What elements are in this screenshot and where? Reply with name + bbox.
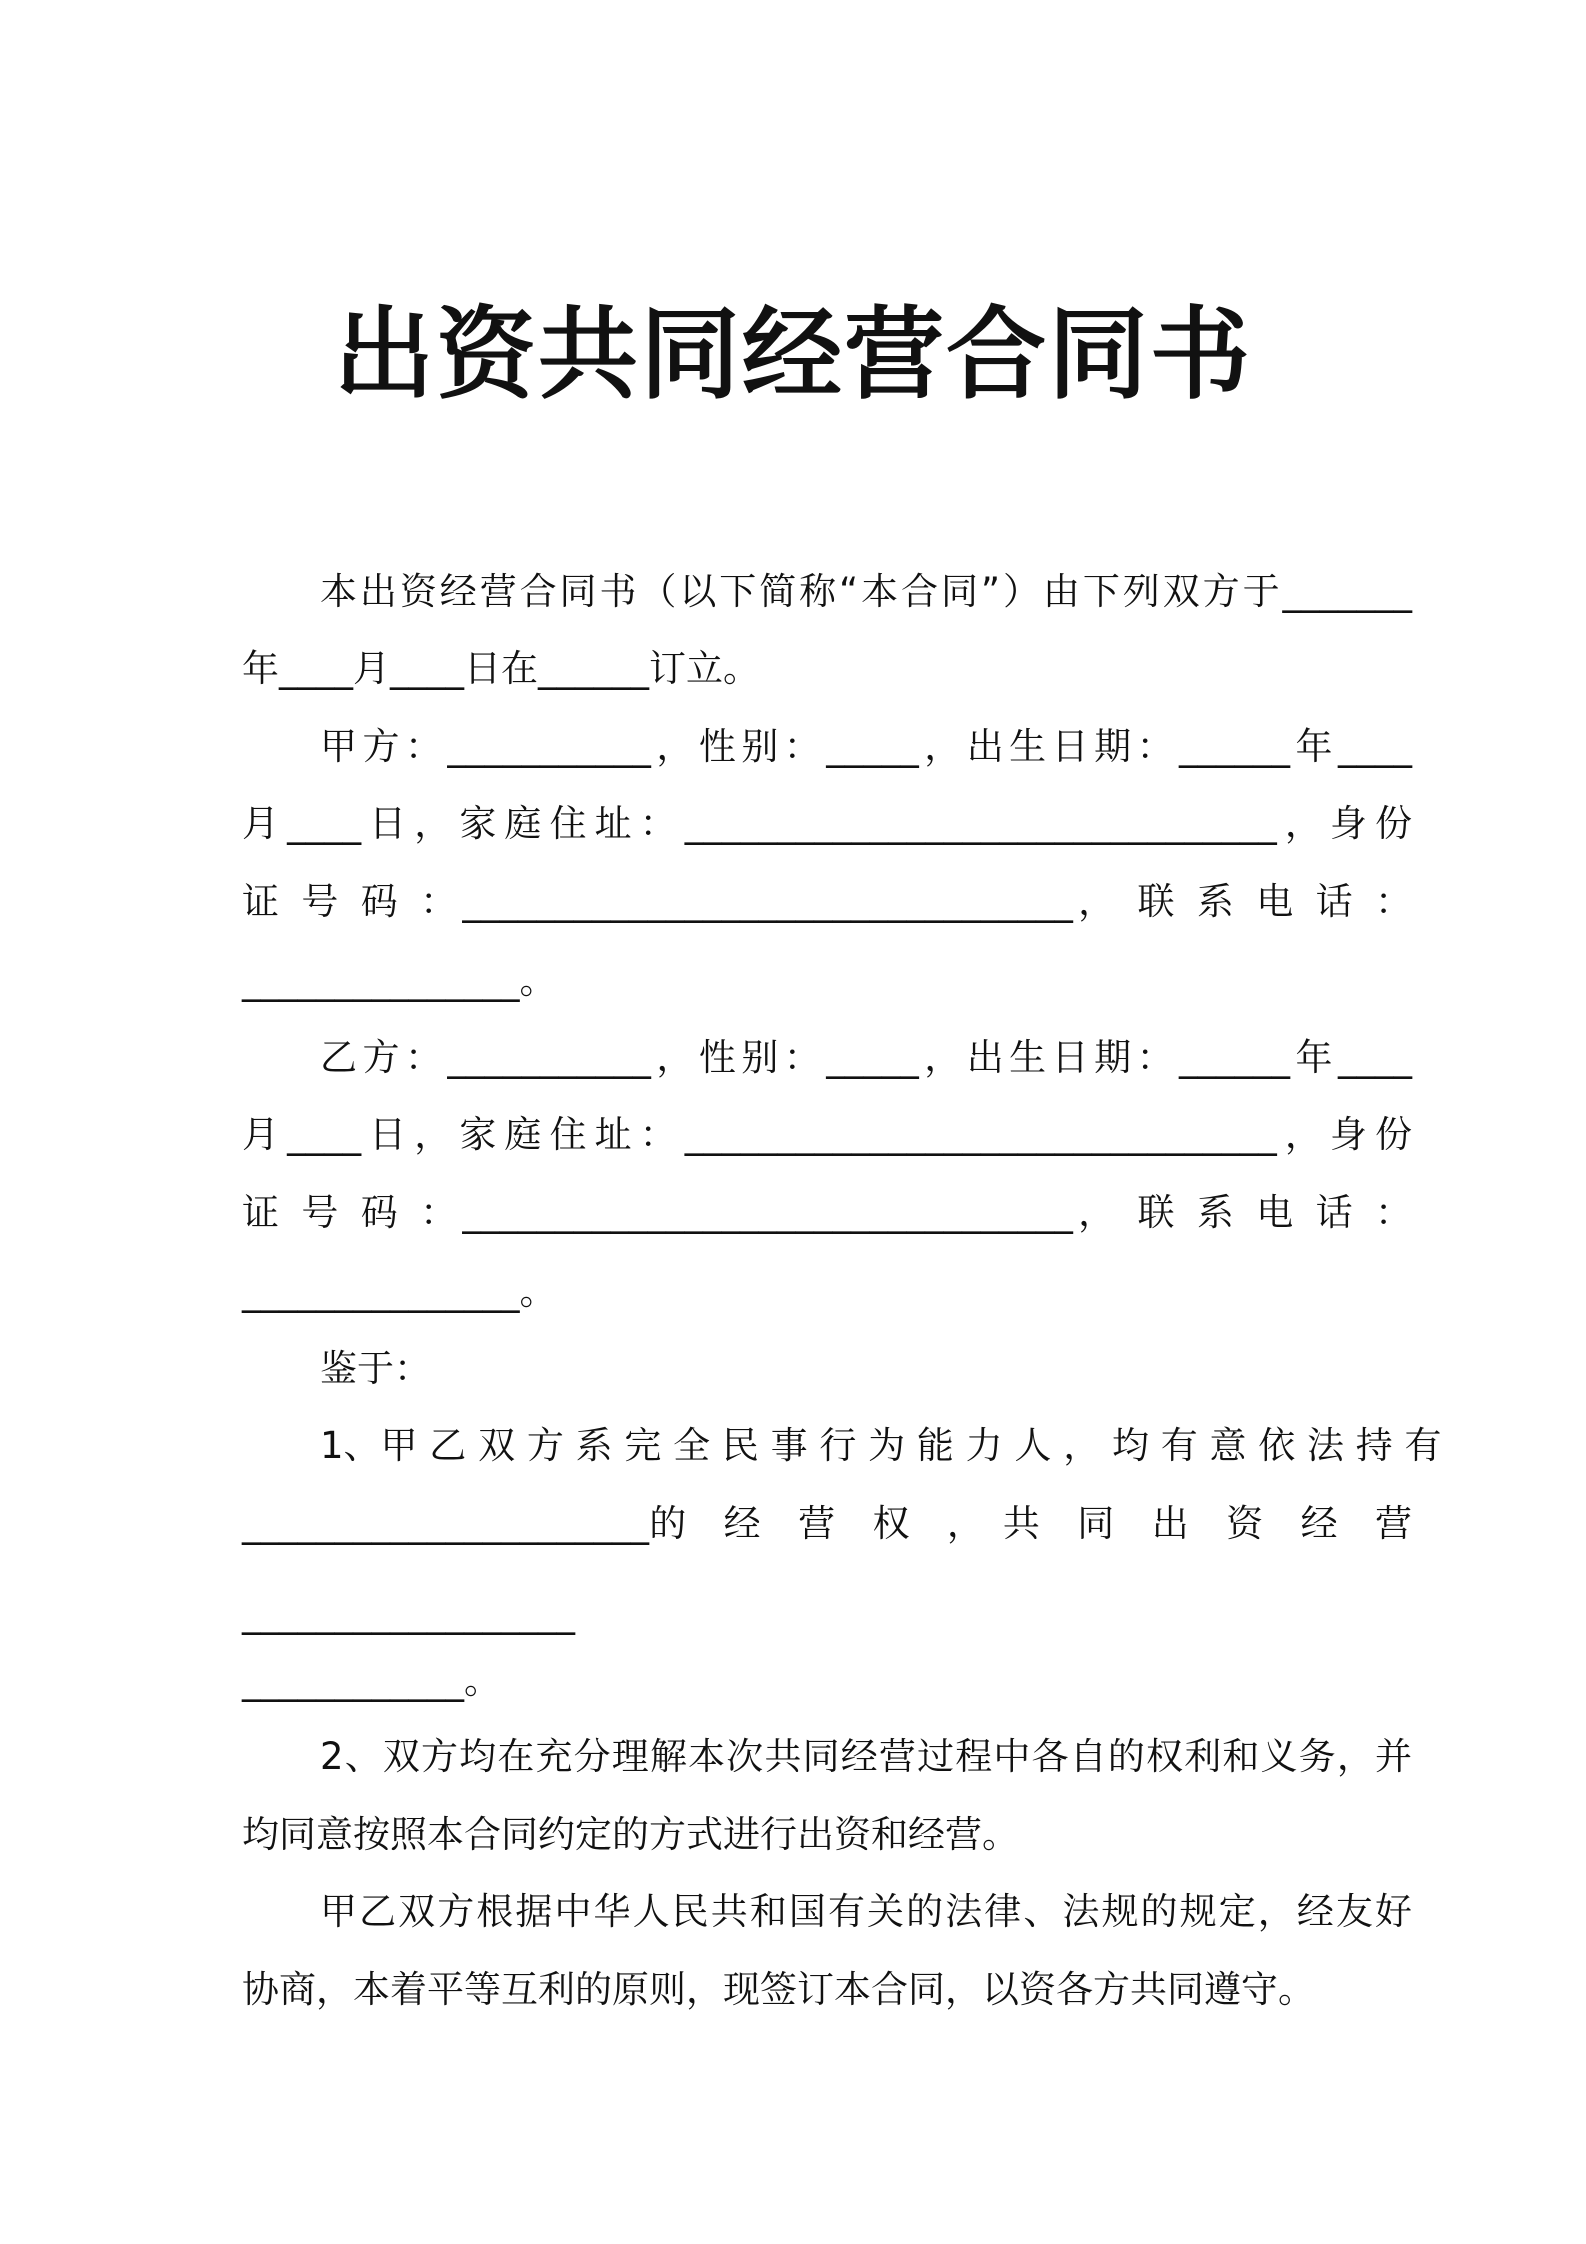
clause-1-line-1: 1、甲 乙 双 方 系 完 全 民 事 行 为 能 力 人 ， 均 有 意 依 法 持 有 [320, 1424, 1442, 1467]
party-b-line-3: 证 号 码 ：_________________________________， 联 系 电 话 ： [242, 1191, 1412, 1234]
whereas-heading: 鉴于： [320, 1347, 431, 1390]
clause-1-line-3: __________________ [242, 1592, 575, 1635]
party-b-line-4: _______________。 [242, 1270, 557, 1313]
preamble-line-1: 本出资经营合同书（以下简称“本合同”）由下列双方于_______ [320, 570, 1412, 613]
preamble-line-2: 年____月____日在______订立。 [242, 647, 760, 690]
party-b-line-1: 乙方：___________，性别：_____，出生日期：______年____ [320, 1036, 1412, 1079]
clause-1-line-2: ______________________的 经 营 权 ， 共 同 出 资 经 营 [242, 1502, 1412, 1545]
party-a-line-1: 甲方：___________，性别：_____，出生日期：______年____ [320, 725, 1412, 768]
party-a-line-2: 月____日，家庭住址：________________________________，身份 [242, 802, 1412, 845]
clause-1-line-4: ____________。 [242, 1659, 501, 1702]
party-b-line-2: 月____日，家庭住址：________________________________，身份 [242, 1113, 1412, 1156]
clause-2-line-2: 均同意按照本合同约定的方式进行出资和经营。 [242, 1813, 1019, 1856]
party-a-line-4: _______________。 [242, 959, 557, 1002]
document-title: 出资共同经营合同书 [334, 296, 1252, 413]
agreement-line-1: 甲乙双方根据中华人民共和国有关的法律、法规的规定，经友好 [320, 1890, 1412, 1933]
clause-2-line-1: 2、双方均在充分理解本次共同经营过程中各自的权利和义务，并 [320, 1735, 1412, 1778]
party-a-line-3: 证 号 码 ：_________________________________， 联 系 电 话 ： [242, 880, 1412, 923]
agreement-line-2: 协商，本着平等互利的原则，现签订本合同，以资各方共同遵守。 [242, 1968, 1315, 2011]
